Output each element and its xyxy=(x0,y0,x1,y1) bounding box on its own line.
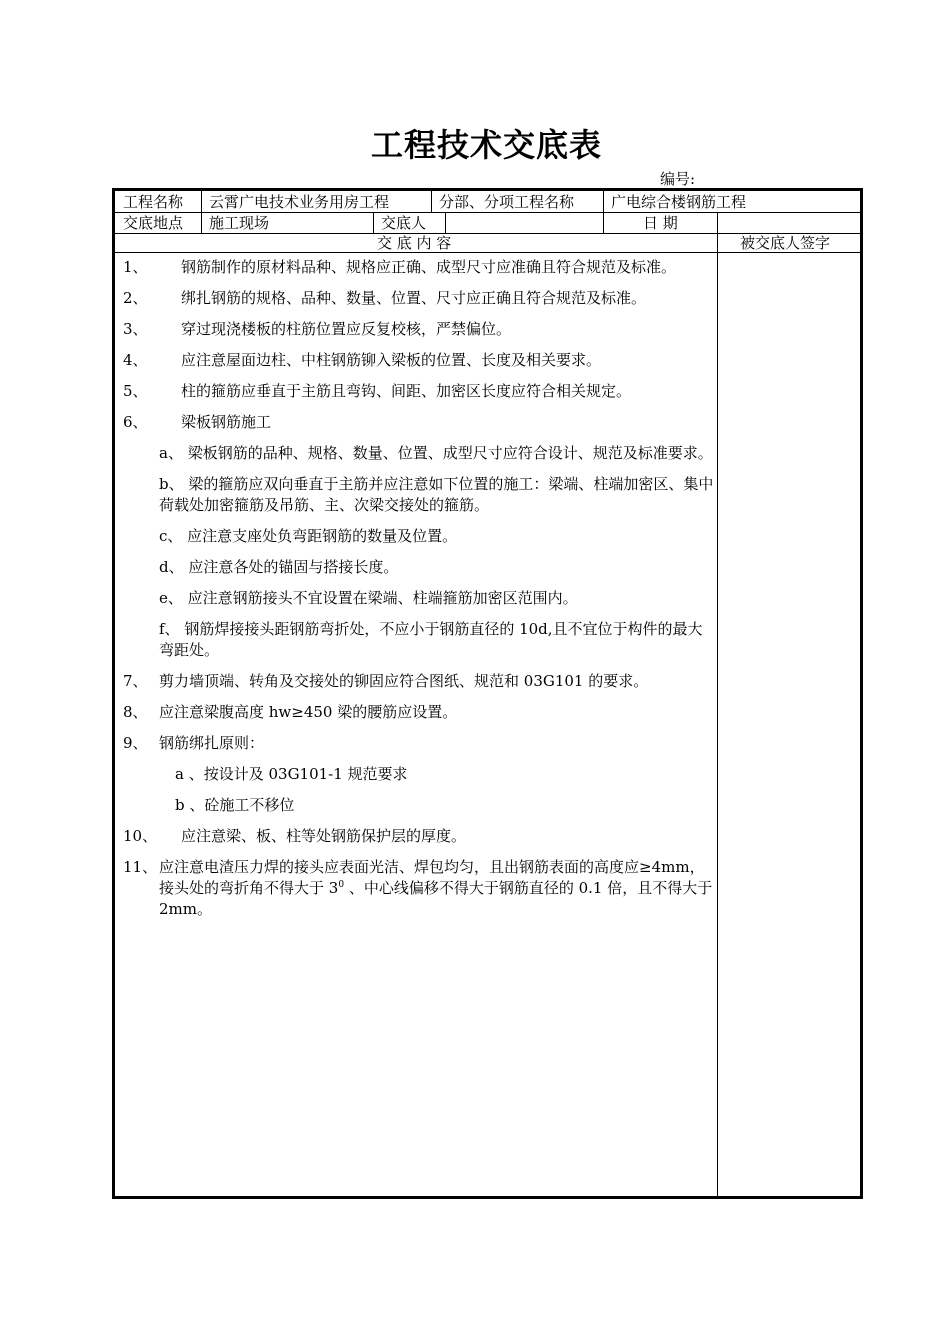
item-text: 剪力墙顶端、转角及交接处的铆固应符合图纸、规范和 03G101 的要求。 xyxy=(159,672,649,690)
list-item xyxy=(123,257,715,278)
handover-content xyxy=(123,257,715,930)
item-number: 2、 xyxy=(123,289,148,307)
col-divider xyxy=(201,191,202,212)
item-text: 钢筋制作的原材料品种、规格应正确、成型尺寸应准确且符合规范及标准。 xyxy=(181,258,677,276)
project-name-label: 工程名称 xyxy=(123,193,184,211)
col-divider xyxy=(373,212,374,233)
list-item xyxy=(123,733,715,754)
item-number: 5、 xyxy=(123,382,148,400)
item-text: 应注意梁、板、柱等处钢筋保护层的厚度。 xyxy=(181,827,467,845)
degree-superscript: 0 xyxy=(338,880,345,890)
list-item xyxy=(123,288,715,309)
item-number: 1、 xyxy=(123,258,148,276)
item-number: 7、 xyxy=(123,672,148,690)
item-text: 钢筋绑扎原则： xyxy=(159,734,265,752)
item-text: e、 应注意钢筋接头不宜设置在梁端、柱端箍筋加密区范围内。 xyxy=(159,589,578,607)
item-number: 4、 xyxy=(123,351,148,369)
item-text: c、 应注意支座处负弯距钢筋的数量及位置。 xyxy=(159,527,458,545)
item-text: 应注意梁腹高度 hw≥450 梁的腰筋应设置。 xyxy=(159,703,458,721)
list-item xyxy=(123,474,715,516)
list-item xyxy=(123,826,715,847)
subproject-label: 分部、分项工程名称 xyxy=(439,193,575,211)
item-text: 梁板钢筋施工 xyxy=(181,413,272,431)
list-item xyxy=(123,443,715,464)
item-text xyxy=(123,857,715,920)
item-text-part: 、中心线偏移不得大于钢筋直径的 0.1 倍，且不得大于 2mm。 xyxy=(159,879,713,918)
content-header: 交 底 内 容 xyxy=(377,234,452,252)
item-text: b 、砼施工不移位 xyxy=(175,796,295,814)
list-item xyxy=(123,412,715,433)
item-text: b、 梁的箍筋应双向垂直于主筋并应注意如下位置的施工：梁端、柱端加密区、集中荷载处加密箍筋及吊筋、主、次梁交接处的箍筋。 xyxy=(159,475,714,514)
item-number: 10、 xyxy=(123,827,158,845)
list-item xyxy=(123,671,715,692)
item-number: 9、 xyxy=(123,734,148,752)
project-name-value: 云霄广电技术业务用房工程 xyxy=(209,193,390,211)
date-label: 日 期 xyxy=(643,214,678,232)
list-item xyxy=(123,764,715,785)
col-divider xyxy=(201,212,202,233)
item-text: f、 钢筋焊接接头距钢筋弯折处，不应小于钢筋直径的 10d,且不宜位于构件的最大弯距处。 xyxy=(159,620,703,659)
list-item xyxy=(123,588,715,609)
subproject-value: 广电综合楼钢筋工程 xyxy=(611,193,747,211)
list-item xyxy=(123,526,715,547)
list-item xyxy=(123,795,715,816)
handover-table xyxy=(112,188,863,1199)
item-text: 柱的箍筋应垂直于主筋且弯钩、间距、加密区长度应符合相关规定。 xyxy=(181,382,632,400)
item-text: 穿过现浇楼板的柱筋位置应反复校核，严禁偏位。 xyxy=(181,320,512,338)
list-item xyxy=(123,557,715,578)
item-number: 6、 xyxy=(123,413,148,431)
list-item xyxy=(123,381,715,402)
item-text: a、 梁板钢筋的品种、规格、数量、位置、成型尺寸应符合设计、规范及标准要求。 xyxy=(159,444,713,462)
presenter-label: 交底人 xyxy=(381,214,427,232)
item-text: 应注意屋面边柱、中柱钢筋铆入梁板的位置、长度及相关要求。 xyxy=(181,351,602,369)
item-number: 8、 xyxy=(123,703,148,721)
location-value: 施工现场 xyxy=(209,214,270,232)
item-text-part: 应注意电渣压力焊的接头应表面光洁、焊包均匀，且出钢筋表面的高度应≥4mm，接头处的弯折角不得大于 3 xyxy=(159,858,705,897)
item-text: 绑扎钢筋的规格、品种、数量、位置、尺寸应正确且符合规范及标准。 xyxy=(181,289,647,307)
list-item xyxy=(123,319,715,340)
item-number: 3、 xyxy=(123,320,148,338)
col-divider xyxy=(431,191,432,212)
col-divider xyxy=(603,191,604,212)
item-number: 11、 xyxy=(123,858,158,876)
col-divider xyxy=(603,212,604,233)
item-text: d、 应注意各处的锚固与搭接长度。 xyxy=(159,558,399,576)
item-text: a 、按设计及 03G101-1 规范要求 xyxy=(175,765,408,783)
col-divider xyxy=(445,212,446,233)
signature-header: 被交底人签字 xyxy=(740,234,831,252)
list-item xyxy=(123,350,715,371)
list-item xyxy=(123,857,715,920)
col-divider xyxy=(717,212,718,1196)
document-title: 工程技术交底表 xyxy=(370,126,602,164)
list-item xyxy=(123,619,715,661)
list-item xyxy=(123,702,715,723)
location-label: 交底地点 xyxy=(123,214,184,232)
serial-number-label: 编号: xyxy=(660,170,696,188)
